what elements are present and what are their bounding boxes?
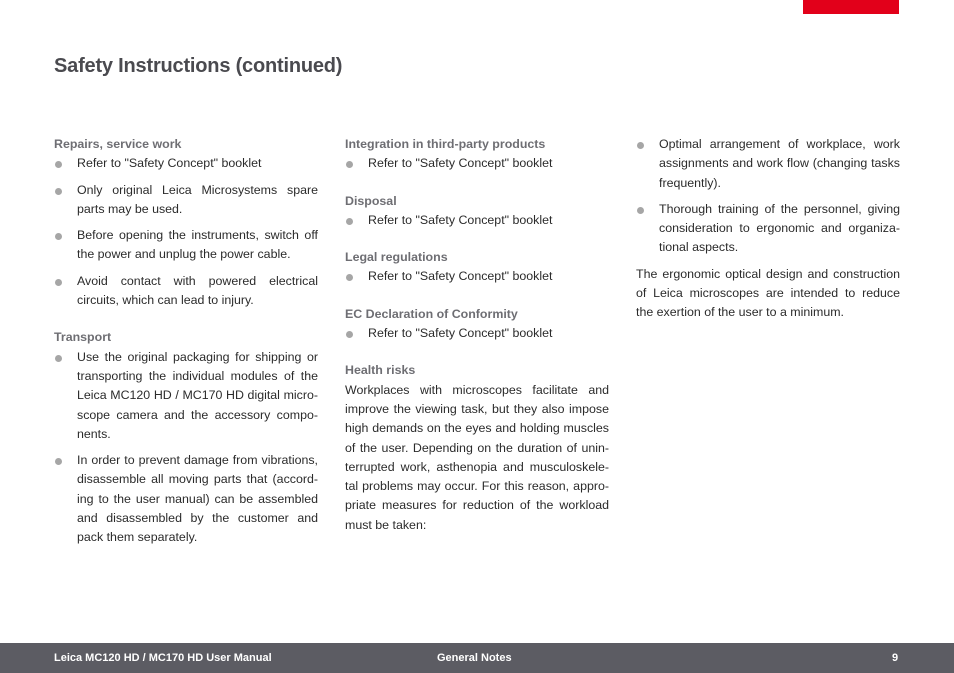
list-item: In order to prevent damage from vibrations, disassemble all moving parts that (accord-ing to the user manual) can be assembled and disassembled by the customer and pack them separately. (54, 451, 318, 547)
footer-section-name: General Notes (437, 652, 512, 664)
list-item: Before opening the instruments, switch off the power and unplug the power cable. (54, 226, 318, 265)
bullet-list-integration (345, 154, 609, 173)
bullet-list-ec-declaration (345, 324, 609, 343)
section-transport (54, 328, 318, 547)
footer-bar (0, 643, 954, 673)
section-heading-ec-declaration: EC Declaration of Conformity (345, 306, 518, 321)
page-number: 9 (892, 652, 899, 664)
list-item: Optimal arrangement of workplace, work assignments and work flow (changing tasks frequently). (636, 135, 900, 193)
section-integration (345, 135, 609, 174)
column-3 (636, 135, 900, 323)
section-heading-health-risks: Health risks (345, 363, 416, 378)
list-item: Thorough training of the personnel, giving consideration to ergonomic and organiza-tional aspects. (636, 200, 900, 258)
list-item: Only original Leica Microsystems spare parts may be used. (54, 181, 318, 220)
list-item: Refer to "Safety Concept" booklet (345, 267, 609, 286)
footer-manual-title: Leica MC120 HD / MC170 HD User Manual (54, 652, 272, 664)
section-heading-integration: Integration in third-party products (345, 137, 546, 151)
section-legal (345, 248, 609, 287)
section-heading-disposal: Disposal (345, 193, 397, 208)
health-risks-paragraph: Workplaces with microscopes facilitate and improve the viewing task, but they also impose high demands on the eyes and holding muscles of the user. Depending on the duration of unin-terrupted work, asthenopia and musculoskele-tal problems may occur. For this reason, appro-priate measures for reduction of the workload must be taken: (345, 382, 609, 532)
page-title: Safety Instructions (continued) (54, 55, 343, 77)
section-ec-declaration (345, 305, 609, 344)
bullet-list-ergonomics (636, 135, 900, 258)
section-health-risks (345, 361, 609, 535)
bullet-list-disposal (345, 211, 609, 230)
column-1 (54, 135, 318, 566)
bullet-list-transport (54, 348, 318, 548)
section-heading-repairs: Repairs, service work (54, 137, 182, 151)
list-item: Use the original packaging for shipping or transporting the individual modules of the Leica MC120 HD / MC170 HD digital micro-scope camera and the accessory compo-nents. (54, 348, 318, 444)
list-item: Avoid contact with powered electrical circuits, which can lead to injury. (54, 272, 318, 311)
section-heading-legal: Legal regulations (345, 250, 448, 265)
section-disposal (345, 192, 609, 231)
column-2 (345, 135, 609, 553)
section-heading-transport: Transport (54, 330, 112, 345)
list-item: Refer to "Safety Concept" booklet (345, 211, 609, 230)
list-item: Refer to "Safety Concept" booklet (345, 154, 609, 173)
bullet-list-repairs (54, 154, 318, 310)
list-item: Refer to "Safety Concept" booklet (345, 324, 609, 343)
list-item: Refer to "Safety Concept" booklet (54, 154, 318, 173)
red-header-tab (803, 0, 899, 14)
section-repairs (54, 135, 318, 310)
ergonomic-design-paragraph: The ergonomic optical design and construction of Leica microscopes are intended to reduce the exertion of the user to a minimum. (636, 266, 900, 320)
bullet-list-legal (345, 267, 609, 286)
